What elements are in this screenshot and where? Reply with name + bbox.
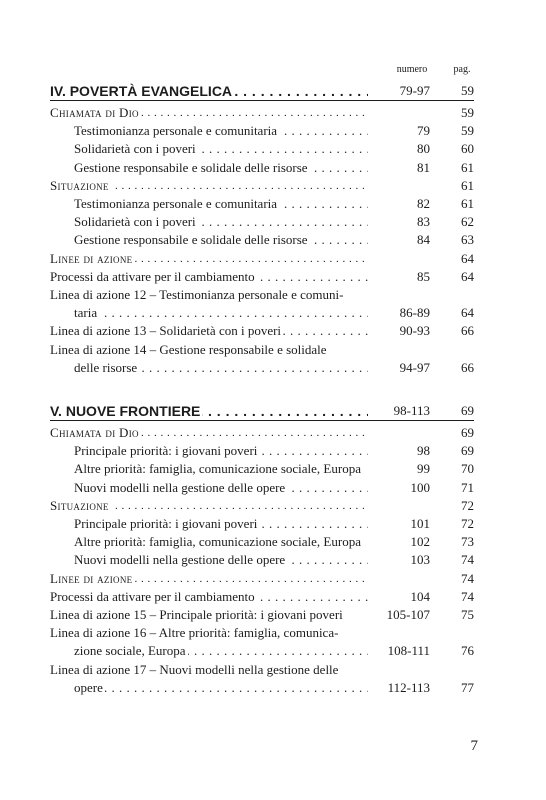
toc-entry-label: Principale priorità: i giovani poveri . . .: [74, 515, 368, 533]
toc-entry-label: Testimonianza personale e comunitaria . . .: [74, 122, 368, 140]
toc-entry: [0, 551, 546, 569]
toc-entry-label: zione sociale, Europa . . .: [74, 642, 368, 660]
toc-entry-label: delle risorse . . .: [74, 359, 368, 377]
section-title: IV. POVERTÀ EVANGELICA . . .: [50, 82, 368, 100]
toc-entry: [0, 286, 546, 304]
toc-entry-label: Linea di azione 12 – Testimonianza personale e comuni-: [50, 287, 344, 302]
toc-entry-label: Gestione responsabile e solidale delle risorse . . .: [74, 159, 368, 177]
toc-entry-numero: 108-111: [387, 643, 430, 659]
toc-entry-label: Linee di azione . . .: [50, 250, 368, 269]
toc-entry-label: Principale priorità: i giovani poveri . . .: [74, 442, 368, 460]
section-heading: [0, 402, 546, 420]
toc-entry-pag: 61: [461, 177, 474, 193]
toc-entry-pag: 72: [461, 497, 474, 513]
toc-entry-pag: 60: [461, 141, 474, 157]
toc-entry-pag: 76: [461, 643, 474, 659]
toc-entry-numero: 100: [410, 479, 430, 495]
toc-entry: [0, 104, 546, 122]
toc-entry-label: Altre priorità: famiglia, comunicazione sociale, Europa: [74, 534, 361, 550]
toc-entry-numero: 82: [417, 196, 430, 211]
toc-entry-pag: 63: [461, 232, 474, 248]
toc-entry-label: Situazione . . .: [50, 177, 368, 196]
toc-entry-numero: 81: [417, 159, 430, 175]
section-rule: [50, 100, 474, 101]
toc-entry-label: Altre priorità: famiglia, comunicazione sociale, Europa: [74, 461, 361, 477]
toc-entry: [0, 479, 546, 497]
toc-entry-label: Chiamata di Dio . . .: [50, 424, 368, 443]
toc-entry-pag: 73: [461, 534, 474, 550]
toc-entry-label: Solidarietà con i poveri . . .: [74, 140, 368, 158]
toc-entry-label: Linee di azione . . .: [50, 570, 368, 589]
toc-entry-pag: 64: [461, 268, 474, 284]
section-rule: [50, 420, 474, 421]
section-title: V. NUOVE FRONTIERE . . .: [50, 402, 368, 420]
toc-entry: [0, 231, 546, 249]
toc-entry-pag: 69: [461, 443, 474, 459]
toc-entry-pag: 66: [461, 323, 474, 339]
toc-entry-numero: 94-97: [399, 359, 430, 375]
toc-entry-pag: 75: [461, 607, 474, 622]
toc-entry-label: Linea di azione 15 – Principale priorità: i giovani poveri: [50, 607, 343, 622]
toc-entry: [0, 322, 546, 340]
toc-entry-numero: 102: [410, 534, 430, 550]
toc-entry-pag: 74: [461, 552, 474, 568]
toc-entry-numero: 86-89: [399, 305, 430, 321]
toc-entry: [0, 570, 546, 588]
toc-entry: [0, 424, 546, 442]
toc-entry-numero: 98: [417, 443, 430, 459]
toc-entry-pag: 59: [461, 105, 474, 120]
toc-entry-pag: 72: [461, 516, 474, 531]
toc-entry: [0, 533, 546, 551]
toc-entry-numero: 84: [417, 232, 430, 248]
toc-entry-numero: 85: [417, 268, 430, 284]
toc-entry-label: Processi da attivare per il cambiamento . . .: [50, 588, 368, 606]
section-pag: 69: [461, 403, 474, 418]
toc-entry: [0, 442, 546, 460]
toc-entry-pag: 70: [461, 461, 474, 477]
toc-entry-numero: 99: [417, 461, 430, 477]
toc-entry: [0, 679, 546, 697]
toc-entry: [0, 515, 546, 533]
toc-entry-numero: 90-93: [399, 323, 430, 339]
column-header-pag: pag.: [453, 64, 471, 75]
toc-entry: [0, 304, 546, 322]
section-numero: 79-97: [399, 83, 430, 98]
toc-entry-label: Nuovi modelli nella gestione delle opere . . .: [74, 479, 368, 497]
toc-entry-label: opere . . .: [74, 679, 368, 697]
section-heading: [0, 82, 546, 100]
toc-entry-numero: 105-107: [386, 607, 430, 622]
toc-entry: [0, 661, 546, 679]
toc-entry-pag: 74: [461, 570, 474, 586]
toc-entry: [0, 497, 546, 515]
toc-entry-pag: 62: [461, 214, 474, 230]
toc-entry-label: taria . . .: [74, 304, 368, 322]
column-headers: [0, 64, 546, 80]
section-pag: 59: [461, 83, 474, 98]
toc-entry-pag: 74: [461, 588, 474, 604]
column-header-numero: numero: [396, 64, 428, 75]
toc-entry-label: Gestione responsabile e solidale delle risorse . . .: [74, 231, 368, 249]
toc-entry-label: Linea di azione 13 – Solidarietà con i poveri . . .: [50, 322, 368, 340]
toc-entry-numero: 79: [417, 123, 430, 139]
page-number: 7: [470, 738, 478, 754]
toc-entry: [0, 213, 546, 231]
toc-entry-label: Linea di azione 16 – Altre priorità: famiglia, comunica-: [50, 625, 339, 641]
toc-entry-label: Processi da attivare per il cambiamento . . .: [50, 268, 368, 286]
toc-entry: [0, 140, 546, 158]
toc-entry: [0, 606, 546, 624]
toc-entry: [0, 624, 546, 642]
toc-entry-numero: 104: [410, 588, 430, 604]
toc-entry-label: Linea di azione 14 – Gestione responsabile e solidale: [50, 341, 327, 357]
toc-entry-label: Chiamata di Dio . . .: [50, 104, 368, 123]
toc-entry-pag: 69: [461, 425, 474, 440]
toc-entry-numero: 83: [417, 214, 430, 230]
toc-entry-pag: 66: [461, 359, 474, 375]
toc-entry-numero: 103: [410, 552, 430, 568]
toc-entry: [0, 159, 546, 177]
toc-entry: [0, 250, 546, 268]
toc-entry: [0, 268, 546, 286]
section-numero: 98-113: [393, 403, 430, 418]
toc-entry-pag: 71: [461, 479, 474, 495]
toc-entry: [0, 122, 546, 140]
toc-entry: [0, 642, 546, 660]
toc-entry-numero: 112-113: [387, 679, 430, 695]
toc-entry-label: Linea di azione 17 – Nuovi modelli nella gestione delle: [50, 661, 339, 677]
toc-entry-pag: 77: [461, 679, 474, 695]
toc-entry-pag: 61: [461, 196, 474, 211]
toc-entry: [0, 195, 546, 213]
toc-entry-pag: 64: [461, 305, 474, 321]
toc-entry-label: Situazione . . .: [50, 497, 368, 516]
toc-entry-numero: 80: [417, 141, 430, 157]
toc-entry: [0, 341, 546, 359]
toc-entry-label: Testimonianza personale e comunitaria . . .: [74, 195, 368, 213]
toc-entry-label: Solidarietà con i poveri . . .: [74, 213, 368, 231]
toc-entry: [0, 460, 546, 478]
toc-entry: [0, 177, 546, 195]
toc-entry-pag: 61: [461, 159, 474, 175]
toc-entry-pag: 59: [461, 123, 474, 139]
toc-entry-pag: 64: [461, 250, 474, 266]
toc-entry: [0, 588, 546, 606]
toc-entry: [0, 359, 546, 377]
toc-entry-numero: 101: [410, 516, 430, 531]
toc-entry-label: Nuovi modelli nella gestione delle opere . . .: [74, 551, 368, 569]
